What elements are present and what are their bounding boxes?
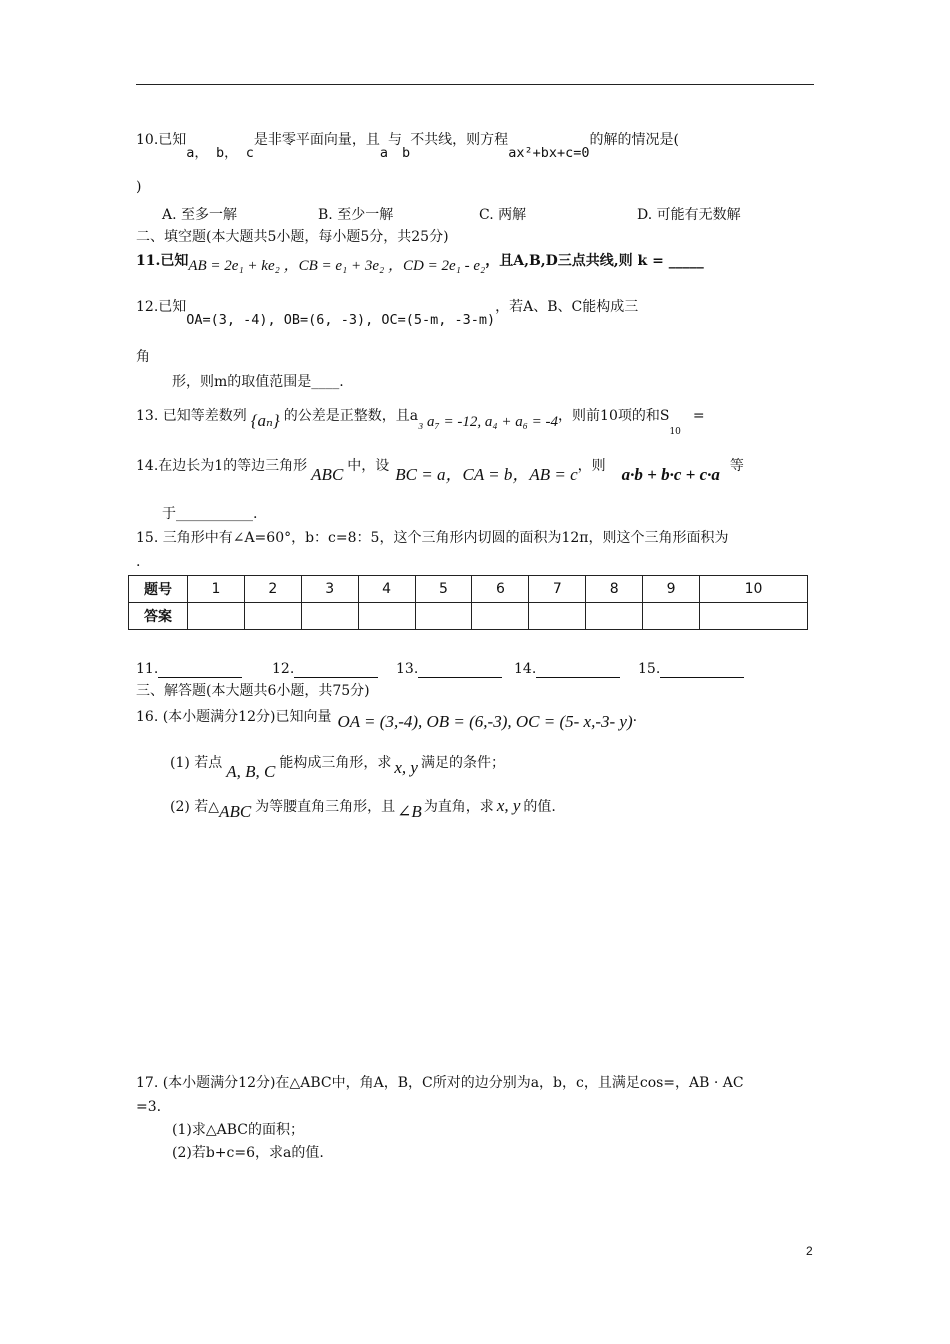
blank-14-label: 14.: [514, 661, 537, 677]
blank-13-label: 13.: [396, 661, 419, 677]
q14-mid: 中，设: [347, 458, 390, 474]
q13-line: [136, 406, 705, 437]
answer-cell[interactable]: [586, 603, 643, 630]
q16-prefix: 16. (本小题满分12分)已知向量: [136, 709, 332, 725]
q11-prefix: 11.已知: [136, 253, 189, 269]
table-row-numbers: [129, 576, 808, 603]
table-number-cell: 4: [358, 576, 415, 603]
q14-prefix: 14.在边长为1的等边三角形: [136, 458, 308, 474]
blank-15: [638, 660, 744, 678]
q11-expression: AB = 2e₁ + ke₂ ，CB = e₁ + 3e₂ ，CD = 2e₁ - e₂: [188, 258, 486, 274]
q17-part1: (1)求△ABC的面积；: [172, 1122, 304, 1138]
section2-heading: 二、填空题(本大题共5小题，每小题5分，共25分): [136, 229, 449, 245]
q11-blank: _____: [668, 253, 704, 269]
q16-p2-d: 的值.: [523, 799, 556, 815]
q16-end: .: [632, 709, 638, 725]
q14-triangle: ABC: [311, 465, 344, 484]
q10-option-d: D. 可能有无数解: [637, 207, 741, 223]
q13-suffix: ，则前10项的和S: [558, 408, 670, 424]
table-number-cell: 9: [643, 576, 700, 603]
q16-p2-angle: ∠B: [397, 802, 422, 821]
blank-11-line[interactable]: [158, 663, 242, 678]
q16-p2-b: 为等腰直角三角形，且: [255, 799, 396, 815]
q16-p1-b: 能构成三角形，求: [279, 755, 392, 771]
q10-text-a: 10.已知: [136, 132, 187, 148]
q13-prefix: 13. 已知等差数列: [136, 408, 247, 424]
q16-part1: [170, 753, 505, 781]
q10-option-a: A. 至多一解: [162, 207, 238, 223]
q10-text-c: 不共线，则方程: [410, 132, 509, 148]
q16-p1-points: A, B, C: [226, 762, 276, 781]
answer-cell[interactable]: [415, 603, 472, 630]
answer-cell[interactable]: [188, 603, 245, 630]
blank-15-line[interactable]: [660, 663, 744, 678]
q11-suffix: ，且A,B,D三点共线,则 k =: [485, 253, 664, 269]
q16-p1-xy: x, y: [394, 758, 418, 777]
q16-p1-a: (1) 若点: [170, 755, 223, 771]
q13-end: =: [692, 408, 705, 424]
table-row-answers: [129, 603, 808, 630]
page-number: 2: [806, 1244, 813, 1258]
q10-text-b: 是非零平面向量，且: [253, 132, 380, 148]
q10-vec-a: a: [379, 145, 389, 161]
answer-cell[interactable]: [700, 603, 808, 630]
q10-line2: ): [136, 179, 142, 195]
q15-line2: .: [136, 554, 141, 570]
answer-cell[interactable]: [529, 603, 586, 630]
blank-15-label: 15.: [638, 661, 661, 677]
table-header-label: 题号: [129, 576, 188, 603]
q10-with: 与: [388, 132, 403, 148]
answer-cell[interactable]: [643, 603, 700, 630]
q17-line1: 17. (本小题满分12分)在△ABC中，角A，B，C所对的边分别为a，b，c，且满足cos=，AB · AC: [136, 1075, 744, 1091]
table-answer-label: 答案: [129, 603, 188, 630]
q14-line2: 于___________.: [162, 506, 258, 522]
q16-p2-c: 为直角，求: [423, 799, 494, 815]
q13-sequence: {aₙ}: [250, 411, 280, 430]
table-number-cell: 7: [529, 576, 586, 603]
table-number-cell: 10: [700, 576, 808, 603]
q12-suffix: ，若A、B、C能构成三: [495, 299, 639, 315]
q10-option-c: C. 两解: [479, 207, 527, 223]
q10-line1: [136, 131, 679, 161]
q14-end: 等: [729, 458, 744, 474]
answer-cell[interactable]: [472, 603, 529, 630]
q14-then: ，则: [577, 458, 606, 474]
blank-14-line[interactable]: [536, 663, 620, 678]
q10-text-d: 的解的情况是(: [589, 132, 679, 148]
answer-cell[interactable]: [301, 603, 358, 630]
q12-line2: 角: [136, 349, 150, 365]
table-number-cell: 3: [301, 576, 358, 603]
q10-vec-b: b: [402, 145, 411, 161]
q16-p1-c: 满足的条件；: [420, 755, 505, 771]
q12-prefix: 12.已知: [136, 299, 187, 315]
q12-expression: OA=(3, -4), OB=(6, -3), OC=(5-m, -3-m): [186, 312, 496, 328]
table-number-cell: 6: [472, 576, 529, 603]
q16-expression: OA = (3,-4), OB = (6,-3), OC = (5- x,-3- y): [337, 712, 633, 731]
q10-option-b: B. 至少一解: [318, 207, 394, 223]
q16-line1: [136, 707, 638, 731]
table-number-cell: 8: [586, 576, 643, 603]
q14-expression: a·b + b·c + c·a: [621, 465, 720, 484]
q16-part2: [170, 796, 556, 821]
q14-line1: [136, 456, 744, 484]
blank-13: [396, 660, 502, 678]
answer-cell[interactable]: [244, 603, 301, 630]
q11-line: [136, 252, 704, 274]
q13-mid: 的公差是正整数，且a: [283, 408, 419, 424]
q13-expression: ₃ a₇ = -12, a₄ + a₆ = -4: [418, 414, 559, 430]
q16-p2-triangle: ABC: [219, 802, 252, 821]
table-number-cell: 2: [244, 576, 301, 603]
answer-table: [128, 575, 808, 630]
q16-p2-a: (2) 若△: [170, 799, 220, 815]
q14-definitions: BC = a，CA = b，AB = c: [395, 465, 578, 484]
section3-heading: 三、解答题(本大题共6小题，共75分): [136, 683, 370, 699]
table-number-cell: 5: [415, 576, 472, 603]
blank-12: [272, 660, 378, 678]
q10-vectors: a， b， c: [186, 145, 254, 161]
blank-12-label: 12.: [272, 661, 295, 677]
blank-11: [136, 660, 242, 678]
blank-12-line[interactable]: [294, 663, 378, 678]
header-rule: [136, 84, 814, 85]
q12-line1: [136, 298, 639, 328]
table-number-cell: 1: [188, 576, 245, 603]
q17-part2: (2)若b+c=6，求a的值.: [172, 1145, 324, 1161]
q12-line3: 形，则m的取值范围是____.: [172, 374, 344, 390]
q13-subscript: 10: [669, 426, 681, 437]
blank-11-label: 11.: [136, 661, 159, 677]
q15-line1: 15. 三角形中有∠A=60°，b：c=8：5，这个三角形内切圆的面积为12π，则这个三角形面积为: [136, 530, 729, 546]
answer-cell[interactable]: [358, 603, 415, 630]
q16-p2-xy: x, y: [496, 796, 521, 815]
q10-equation: ax²+bx+c=0: [508, 145, 590, 161]
q17-line2: =3.: [136, 1099, 162, 1115]
blank-14: [514, 660, 620, 678]
blank-13-line[interactable]: [418, 663, 502, 678]
